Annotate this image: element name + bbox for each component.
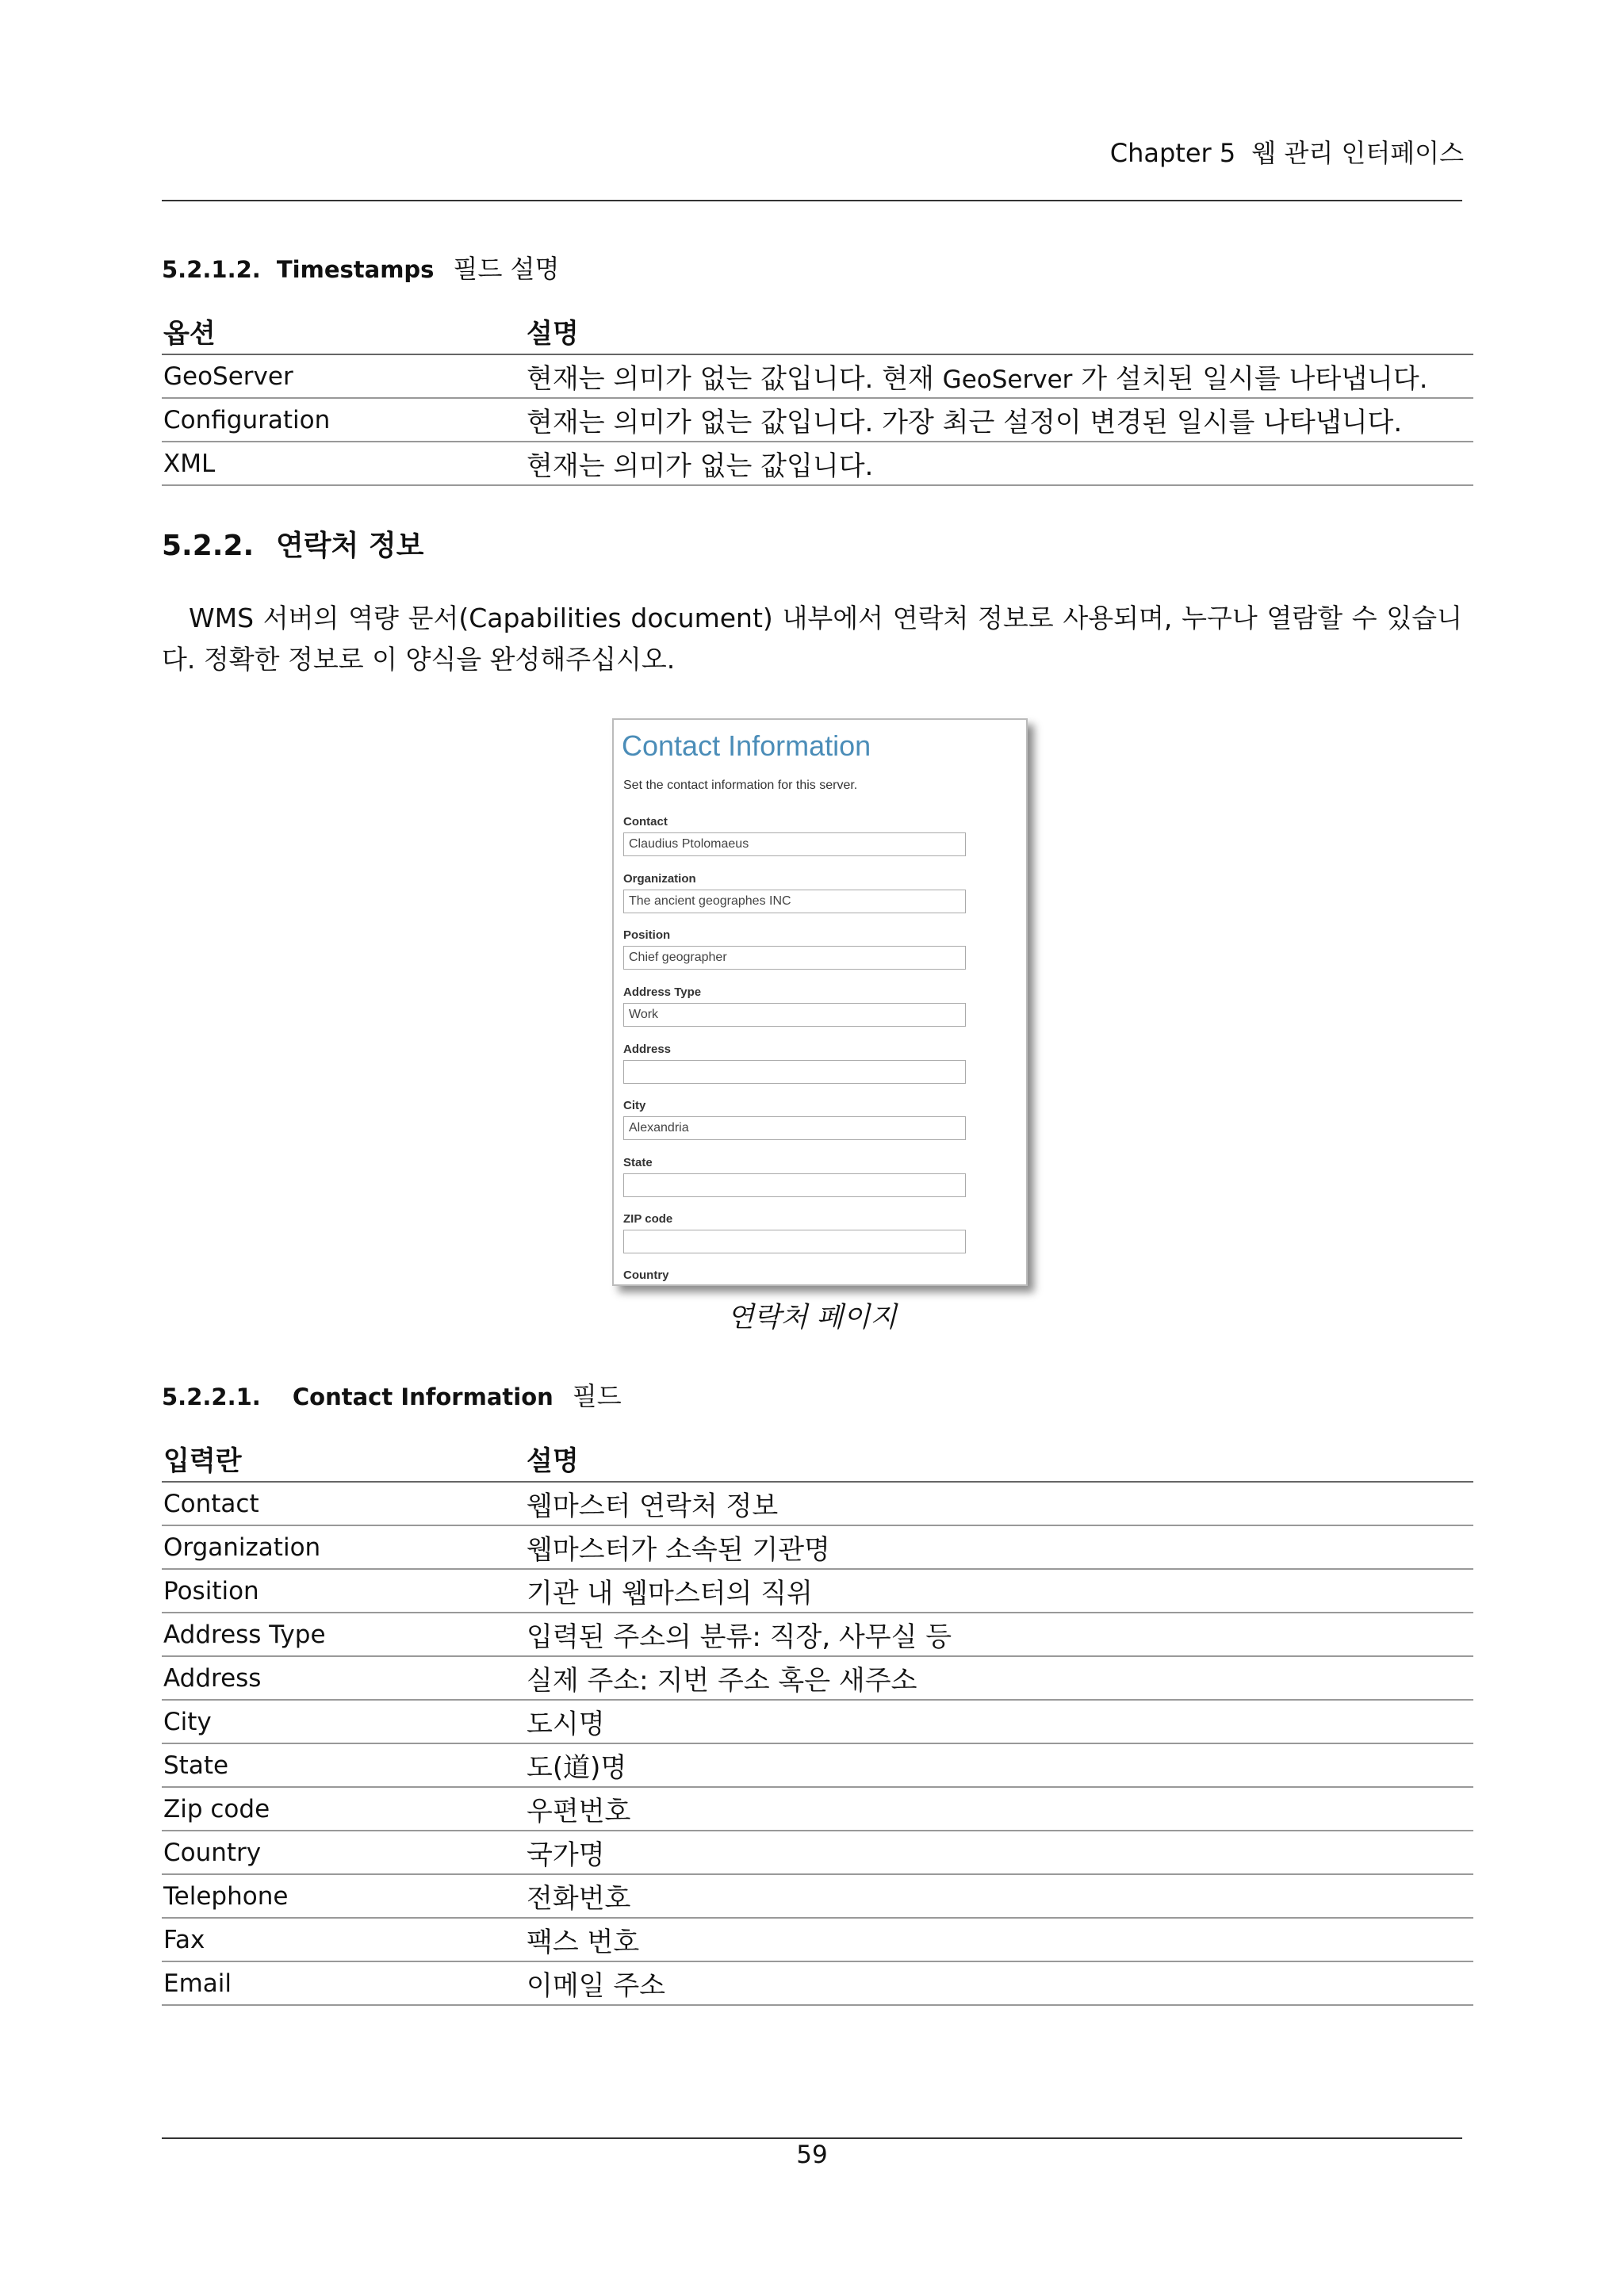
address-input [623,1060,966,1084]
desc-cell: 현재는 의미가 없는 값입니다. 가장 최근 설정이 변경된 일시를 나타냅니다. [527,407,1403,438]
heading-number: 5.2.2. [162,530,255,562]
heading-kr: 필드 설명 [453,254,560,284]
field-cell: Telephone [163,1881,289,1911]
section-heading-contact [162,523,423,564]
table-row [162,355,1473,399]
address-label: Address [623,1043,672,1056]
heading-en: Timestamps [276,256,435,283]
desc-cell: 전화번호 [527,1883,631,1915]
desc-cell: 웹마스터가 소속된 기관명 [527,1534,830,1566]
contact-form-screenshot [612,718,1028,1286]
heading-number: 5.2.2.1. [162,1383,261,1410]
chapter-title: 웹 관리 인터페이스 [1251,138,1464,168]
header-rule [162,200,1462,201]
desc-cell [527,357,1473,396]
figure-caption: 연락처 페이지 [727,1302,897,1334]
desc-cell: 입력된 주소의 분류: 직장, 사무실 등 [527,1621,952,1653]
table-row [162,1613,1473,1657]
heading-kr: 필드 [572,1381,622,1411]
address-type-input: Work [623,1003,966,1027]
table-row [162,1962,1473,2006]
table-row [162,1526,1473,1570]
desc-text: 현재는 의미가 없는 값입니다. 현재 [527,363,943,395]
table-row [162,1788,1473,1831]
field-cell: Organization [163,1533,321,1562]
heading-number: 5.2.1.2. [162,256,261,283]
table-row [162,1831,1473,1875]
contact-fields-table [162,1445,1473,2006]
position-label: Position [623,928,671,942]
heading-en: Contact Information [292,1383,553,1410]
col-desc: 설명 [527,1445,579,1477]
city-input: Alexandria [623,1116,966,1140]
table-row [162,442,1473,486]
field-cell: Fax [163,1925,205,1954]
col-input: 입력란 [163,1445,242,1477]
heading-text: 연락처 정보 [276,530,424,562]
state-input [623,1173,966,1197]
field-cell: Position [163,1576,259,1605]
footer-rule [162,2137,1462,2139]
field-cell: City [163,1707,212,1736]
table-row [162,1919,1473,1962]
field-cell: Country [163,1838,262,1867]
contact-input: Claudius Ptolomaeus [623,832,966,856]
field-cell: State [163,1751,229,1780]
table-row [162,399,1473,442]
table-row [162,1657,1473,1701]
field-cell: Email [163,1969,232,1998]
desc-cell: 웹마스터 연락처 정보 [527,1490,779,1522]
field-cell: Contact [163,1489,259,1518]
city-label: City [623,1099,646,1112]
field-cell: Zip code [163,1794,270,1823]
country-label: Country [623,1269,669,1282]
desc-cell: 도(道)명 [527,1752,627,1784]
organization-input: The ancient geographes INC [623,890,966,913]
organization-label: Organization [623,872,696,886]
desc-cell: 이메일 주소 [527,1970,666,2002]
col-desc: 설명 [527,318,579,350]
zip-input [623,1230,966,1253]
desc-cell: 국가명 [527,1839,605,1871]
table-row [162,1570,1473,1613]
field-cell: Address [163,1663,262,1693]
desc-text-tail: 가 설치된 일시를 나타냅니다. [1072,363,1428,395]
desc-cell: 우편번호 [527,1796,631,1827]
desc-cell: 실제 주소: 지번 주소 혹은 새주소 [527,1665,917,1697]
option-cell: GeoServer [163,362,293,391]
section-heading-timestamps [162,249,559,285]
form-subtitle: Set the contact information for this server. [623,779,858,792]
table-row [162,1744,1473,1788]
address-type-label: Address Type [623,985,702,999]
option-cell: XML [163,449,216,478]
desc-cell: 현재는 의미가 없는 값입니다. [527,450,874,482]
section-heading-fields [162,1376,622,1413]
page-number: 59 [796,2141,828,2169]
desc-text-en: GeoServer [942,365,1073,394]
zip-label: ZIP code [623,1212,673,1226]
intro-paragraph: WMS 서버의 역량 문서(Capabilities document) 내부에서 연락처 정보로 사용되며, 누구나 열람할 수 있습니다. 정확한 정보로 이 양식을 완성해주십시오. [162,603,1462,675]
table-row [162,1701,1473,1744]
desc-cell: 도시명 [527,1709,605,1740]
option-cell: Configuration [163,405,331,434]
state-label: State [623,1156,653,1169]
contact-label: Contact [623,815,668,828]
table-header [162,1445,1473,1483]
table-row [162,1875,1473,1919]
table-header [162,317,1473,355]
chapter-label: Chapter 5 [1109,138,1236,168]
position-input: Chief geographer [623,946,966,970]
desc-cell: 기관 내 웹마스터의 직위 [527,1578,813,1609]
desc-cell: 팩스 번호 [527,1927,640,1958]
form-title: Contact Information [622,729,871,762]
running-header [1110,133,1464,170]
field-cell: Address Type [163,1620,326,1649]
timestamps-table [162,317,1473,486]
table-row [162,1483,1473,1526]
col-option: 옵션 [163,318,216,350]
